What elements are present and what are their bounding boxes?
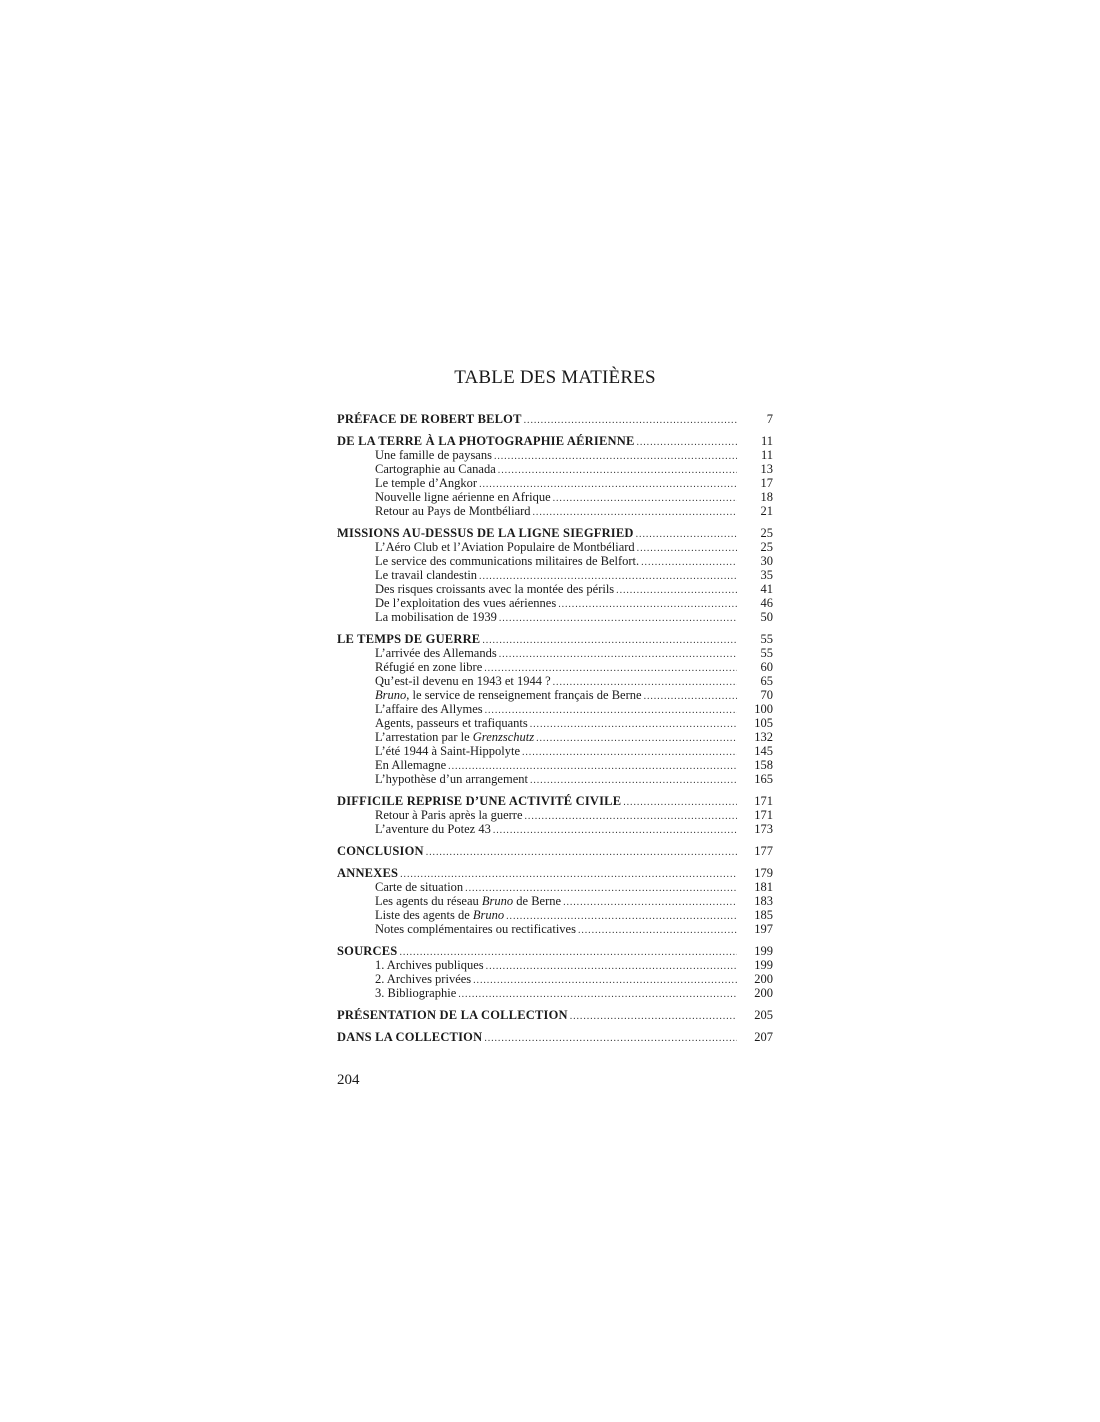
entry-title-text: Agents, passeurs et trafiquants [375,716,528,730]
entry-title-text: Notes complémentaires ou rectificatives [375,922,576,936]
toc-section [337,412,773,426]
chapter-title: PRÉFACE DE ROBERT BELOT [337,412,522,426]
toc-entry-row [337,610,773,624]
entry-title-text: L’hypothèse d’un arrangement [375,772,528,786]
entry-page: 13 [760,462,773,476]
entry-page: 30 [760,554,773,568]
chapter-page: 11 [760,434,773,448]
chapter-title: DANS LA COLLECTION [337,1030,483,1044]
toc-entry-row [337,490,773,504]
toc-entry-row [337,448,773,462]
dot-leader [563,896,737,910]
entry-title [375,540,635,554]
dot-leader [558,598,737,612]
chapter-page: 171 [754,794,773,808]
entry-page: 55 [760,646,773,660]
toc-entry-row [337,596,773,610]
toc-entry-row [337,540,773,554]
toc-entry-row [337,660,773,674]
entry-title-italic: Grenzschutz [472,730,535,744]
entry-title-text: 1. Archives publiques [375,958,484,972]
toc-chapter-row [337,944,773,958]
entry-title-text: L’affaire des Allymes [375,702,483,716]
chapter-title: LE TEMPS DE GUERRE [337,632,481,646]
toc-entry-row [337,972,773,986]
dot-leader [524,414,737,428]
entry-page: 200 [754,972,773,986]
dot-leader [473,974,737,988]
toc-entry-row [337,582,773,596]
toc-entry-row [337,744,773,758]
entry-title-text: 3. Bibliographie [375,986,457,1000]
toc-chapter-row [337,632,773,646]
dot-leader [616,584,737,598]
toc-entry-row [337,730,773,744]
entry-page: 70 [760,688,773,702]
toc-section [337,1008,773,1022]
toc-entry-row [337,716,773,730]
dot-leader [530,774,737,788]
table-of-contents [337,412,773,1052]
entry-title [375,908,504,922]
entry-page: 171 [754,808,773,822]
entry-title [375,490,551,504]
entry-title-text: Retour à Paris après la guerre [375,808,523,822]
dot-leader [570,1010,737,1024]
entry-title-text: L’arrivée des Allemands [375,646,497,660]
toc-section [337,1030,773,1044]
entry-title [375,582,614,596]
entry-title-text: Nouvelle ligne aérienne en Afrique [375,490,551,504]
toc-entry-row [337,554,773,568]
chapter-page: 205 [754,1008,773,1022]
entry-title [375,758,446,772]
entry-title [375,476,477,490]
toc-entry-row [337,674,773,688]
entry-title [375,822,491,836]
toc-chapter-row [337,412,773,426]
entry-page: 65 [760,674,773,688]
dot-leader [578,924,737,938]
toc-entry-row [337,688,773,702]
entry-page: 18 [760,490,773,504]
toc-section [337,434,773,518]
toc-section [337,944,773,1000]
entry-title [375,958,484,972]
chapter-title: PRÉSENTATION DE LA COLLECTION [337,1008,568,1022]
dot-leader [522,746,737,760]
toc-entry-row [337,894,773,908]
entry-page: 21 [760,504,773,518]
entry-page: 200 [754,986,773,1000]
entry-title [375,702,483,716]
chapter-title: ANNEXES [337,866,399,880]
entry-page: 158 [754,758,773,772]
entry-page: 25 [760,540,773,554]
entry-title-text: Des risques croissants avec la montée des périls [375,582,615,596]
dot-leader [458,988,737,1002]
toc-section [337,794,773,836]
toc-entry-row [337,462,773,476]
entry-title-text: Le temple d’Angkor [375,476,478,490]
entry-title [375,504,531,518]
dot-leader [641,556,737,570]
entry-title-text: L’été 1944 à Saint-Hippolyte [375,744,520,758]
entry-title [375,462,496,476]
dot-leader [499,612,737,626]
entry-title-text: Le service des communications militaires de Belfort. [375,554,640,568]
dot-leader [533,506,737,520]
entry-title [375,674,551,688]
entry-title-text: Une famille de paysans [375,448,492,462]
entry-title-text: Réfugié en zone libre [375,660,483,674]
toc-entry-row [337,646,773,660]
chapter-page: 25 [760,526,773,540]
entry-title [375,716,528,730]
chapter-page: 7 [766,412,773,426]
entry-title-text: L’Aéro Club et l’Aviation Populaire de Montbéliard [375,540,635,554]
entry-title-text: Carte de situation [375,880,464,894]
toc-entry-row [337,702,773,716]
dot-leader [494,450,737,464]
toc-entry-row [337,880,773,894]
dot-leader [553,492,737,506]
entry-page: 185 [754,908,773,922]
dot-leader [426,846,737,860]
entry-title [375,986,456,1000]
dot-leader [484,1032,737,1046]
toc-entry-row [337,772,773,786]
entry-title [375,610,497,624]
entry-title [375,808,523,822]
entry-title-italic: Bruno [472,908,505,922]
entry-page: 60 [760,660,773,674]
entry-title [375,568,477,582]
page-number: 204 [337,1072,360,1088]
toc-entry-row [337,958,773,972]
entry-page: 46 [760,596,773,610]
dot-leader [498,464,737,478]
toc-entry-row [337,504,773,518]
chapter-title: SOURCES [337,944,398,958]
toc-entry-row [337,808,773,822]
toc-section [337,632,773,786]
entry-page: 181 [754,880,773,894]
entry-page: 145 [754,744,773,758]
entry-title-text: La mobilisation de 1939 [375,610,497,624]
toc-section [337,526,773,624]
toc-chapter-row [337,1008,773,1022]
entry-title [375,554,639,568]
toc-entry-row [337,986,773,1000]
dot-leader [644,690,737,704]
entry-title [375,596,556,610]
toc-chapter-row [337,1030,773,1044]
dot-leader [636,528,737,542]
entry-page: 50 [760,610,773,624]
entry-title [375,894,561,908]
dot-leader [636,436,737,450]
chapter-page: 199 [754,944,773,958]
entry-page: 100 [754,702,773,716]
entry-title [375,972,471,986]
entry-title-text: , le service de renseignement français de Berne [406,688,642,702]
dot-leader [493,824,737,838]
entry-title [375,922,576,936]
dot-leader [530,718,737,732]
chapter-page: 179 [754,866,773,880]
entry-title-text: Le travail clandestin [375,568,478,582]
entry-page: 35 [760,568,773,582]
toc-entry-row [337,476,773,490]
chapter-title: CONCLUSION [337,844,424,858]
entry-title-text: En Allemagne [375,758,447,772]
entry-page: 105 [754,716,773,730]
entry-title-text: Liste des agents de [375,908,473,922]
dot-leader [536,732,737,746]
entry-page: 132 [754,730,773,744]
toc-entry-row [337,758,773,772]
entry-page: 199 [754,958,773,972]
chapter-page: 207 [754,1030,773,1044]
entry-title [375,880,463,894]
entry-title-text: 2. Archives privées [375,972,472,986]
entry-title-text: Les agents du réseau [375,894,482,908]
entry-title-italic: Bruno [375,688,407,702]
entry-page: 183 [754,894,773,908]
entry-title-text: Qu’est-il devenu en 1943 et 1944 ? [375,674,551,688]
entry-title [375,646,497,660]
entry-title [375,772,528,786]
page-title: TABLE DES MATIÈRES [454,367,656,388]
entry-title [375,660,482,674]
dot-leader [499,648,737,662]
entry-title-text: de Berne [513,894,562,908]
entry-title-text: L’arrestation par le [375,730,473,744]
dot-leader [486,960,737,974]
toc-entry-row [337,568,773,582]
toc-entry-row [337,908,773,922]
chapter-page: 177 [754,844,773,858]
chapter-title: DIFFICILE REPRISE D’UNE ACTIVITÉ CIVILE [337,794,622,808]
dot-leader [623,796,737,810]
entry-page: 165 [754,772,773,786]
chapter-title: MISSIONS AU-DESSUS DE LA LIGNE SIEGFRIED [337,526,634,540]
toc-chapter-row [337,526,773,540]
toc-chapter-row [337,844,773,858]
toc-section [337,844,773,858]
toc-entry-row [337,922,773,936]
toc-chapter-row [337,866,773,880]
toc-chapter-row [337,434,773,448]
entry-title-text: De l’exploitation des vues aériennes [375,596,557,610]
entry-title-text: L’aventure du Potez 43 [375,822,491,836]
dot-leader [482,634,737,648]
entry-title [375,744,520,758]
chapter-page: 55 [760,632,773,646]
entry-title-italic: Bruno [481,894,514,908]
toc-section [337,866,773,936]
dot-leader [637,542,737,556]
entry-page: 11 [760,448,773,462]
entry-title-text: Cartographie au Canada [375,462,496,476]
entry-page: 173 [754,822,773,836]
toc-entry-row [337,822,773,836]
entry-page: 197 [754,922,773,936]
entry-title [375,730,534,744]
entry-page: 17 [760,476,773,490]
entry-page: 41 [760,582,773,596]
entry-title [375,448,492,462]
entry-title-text: Retour au Pays de Montbéliard [375,504,531,518]
toc-chapter-row [337,794,773,808]
dot-leader [525,810,737,824]
chapter-title: DE LA TERRE À LA PHOTOGRAPHIE AÉRIENNE [337,434,635,448]
entry-title [375,688,642,702]
